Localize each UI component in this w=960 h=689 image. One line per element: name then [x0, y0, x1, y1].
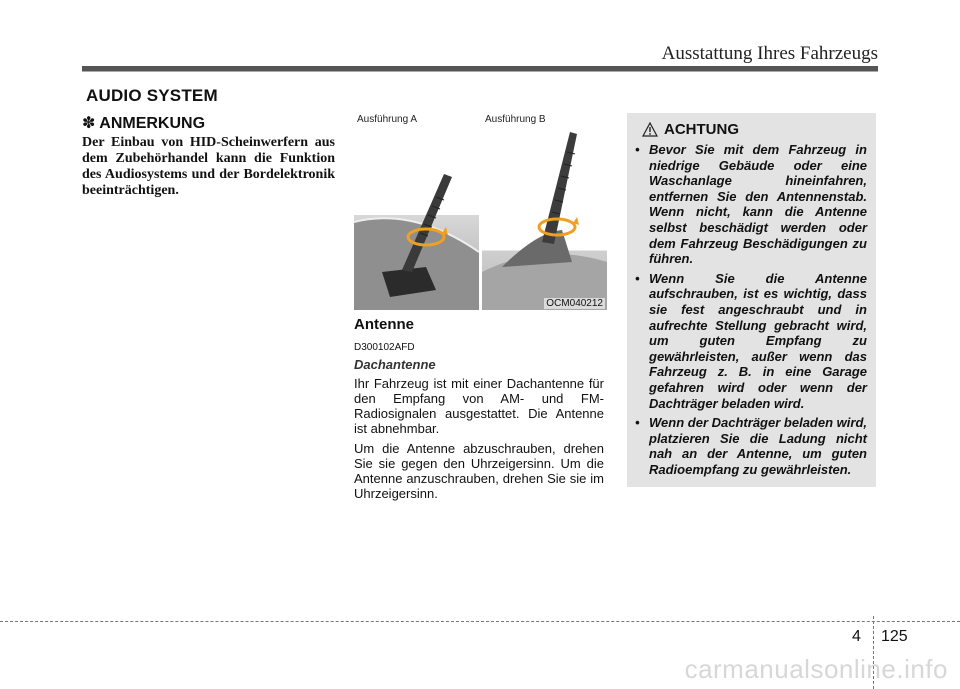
antenna-section — [354, 316, 604, 506]
note-symbol-icon: ✽ — [82, 115, 96, 132]
caution-heading-text: ACHTUNG — [664, 121, 739, 138]
caution-list — [635, 142, 867, 481]
header-rule — [82, 66, 878, 72]
antenna-subheading: Dachantenne — [354, 357, 436, 372]
antenna-paragraph: Um die Antenne abzuschrauben, drehen Sie sie gegen den Uhrzeigersinn. Um die Antenne anzuschrauben, drehen Sie sie im Uhrzeigersinn. — [354, 441, 604, 501]
caution-box — [627, 113, 876, 487]
figure-label-a: Ausführung A — [357, 114, 418, 125]
bullet-icon: • — [635, 142, 640, 157]
figure-panel-b — [482, 112, 607, 310]
note-body: Der Einbau von HID-Scheinwerfern aus dem Zubehörhandel kann die Funktion des Audiosystems und der Bordelektronik beeinträchtigen. — [82, 135, 335, 198]
antenna-figure — [354, 112, 607, 310]
list-item — [635, 271, 867, 411]
antenna-a-illustration — [354, 112, 479, 310]
antenna-heading: Antenne — [354, 316, 414, 333]
caution-heading — [642, 121, 739, 138]
caution-item-text: Bevor Sie mit dem Fahrzeug in niedrige Gebäude oder eine Waschanlage hineinfahren, entfernen Sie den Antennenstab. Wenn nicht, kann die Antenne selbst beschädigt werden oder dem Fahrzeug Beschädigungen zu führen. — [649, 142, 867, 267]
bullet-icon: • — [635, 270, 640, 286]
list-item — [635, 142, 867, 267]
bullet-icon: • — [635, 415, 640, 431]
note-block — [82, 113, 335, 199]
header-title: Ausstattung Ihres Fahrzeugs — [661, 43, 878, 64]
caution-item-text: Wenn Sie die Antenne aufschrauben, ist es wichtig, dass sie fest angeschraubt und in aufrechte Stellung gebracht wird, um guten Empfang zu gewährleisten, außer wenn das Fahrzeug z. B. in eine Garage gefahren wird oder wenn der Dachträger beladen wird. — [649, 270, 867, 411]
footer-rule — [0, 621, 960, 622]
note-heading-text: ANMERKUNG — [99, 115, 206, 132]
antenna-b-illustration — [482, 112, 607, 310]
caution-item-text: Wenn der Dachträger beladen wird, platzieren Sie die Ladung nicht nah an der Antenne, um guten Radioempfang zu gewährleisten. — [649, 415, 867, 477]
warning-triangle-icon — [642, 122, 658, 137]
doc-code: D300102AFD — [354, 342, 415, 353]
chapter-number: 4 — [852, 628, 861, 645]
figure-panel-a — [354, 112, 479, 310]
figure-label-b: Ausführung B — [485, 114, 546, 125]
watermark: carmanualsonline.info — [684, 654, 948, 684]
note-heading — [82, 113, 335, 133]
page-number: 125 — [881, 628, 908, 645]
section-title: AUDIO SYSTEM — [86, 86, 218, 105]
figure-code: OCM040212 — [546, 298, 603, 309]
list-item — [635, 415, 867, 477]
antenna-paragraph: Ihr Fahrzeug ist mit einer Dachantenne für den Empfang von AM- und FM-Radiosignalen ausgestattet. Die Antenne ist abnehmbar. — [354, 376, 604, 436]
